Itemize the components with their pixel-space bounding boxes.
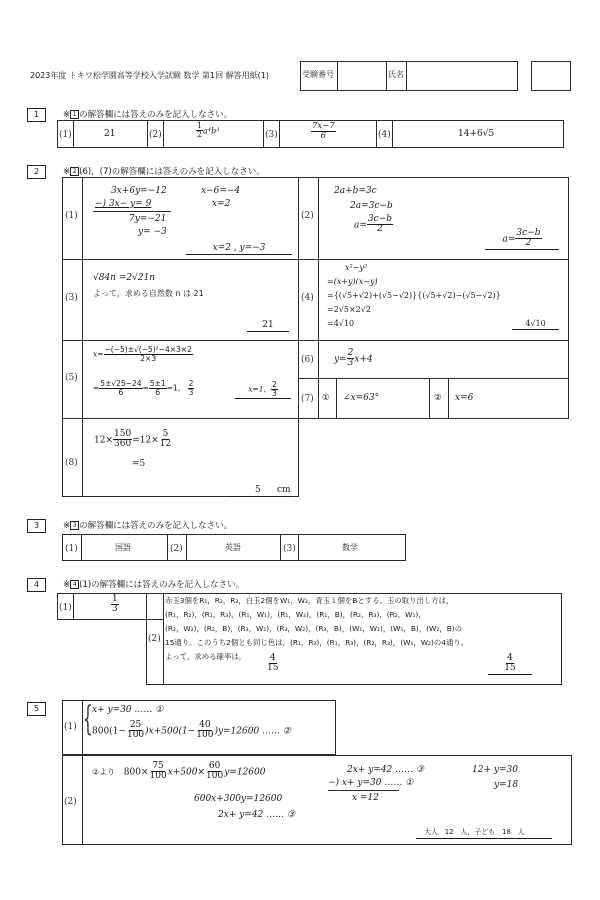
s1-label-1: (1) [59,130,72,140]
s2-q4-line-3: ={(√5+√2)+(√5−√2)}{(√5+√2)−(√5−√2)} [327,291,501,300]
s5-label-1: (1) [64,722,77,732]
s2-label-5: (5) [65,373,78,383]
s2-label-7: (7) [301,394,314,404]
s2-q1-line-1: 3x+6y=−12 [111,186,167,196]
s4-q2-line-4: 15通り。このうち2個とも同じ色は，(R₁，R₂)，(R₁，R₃)，(R₂，R₃)，(W₁，W₂)の4通り。 [165,638,469,647]
s2-q1-right-1: x−6=−4 [201,186,241,196]
s1-answer-2: $\frac{1}{2}$ a⁴b³ [197,121,220,140]
s2-q3-line-1: √84n =2√21n [93,273,156,283]
s2-q2-line-3: a= $\frac{3c-b}{2}$ [354,214,392,235]
s1-label-4: (4) [378,130,391,140]
s5-q2-mid-3: x =12 [352,793,379,803]
s3-label-3: (3) [283,544,296,554]
s4-q2-line-5: よって，求める確率は， [165,652,247,661]
s2-q5-line-2: = $\frac{5\pm√25-24}{6}$ = $\frac{5\pm 1}{6}$ =1， $\frac{2}{3}$ [93,379,194,397]
s2-q3-line-2: よって，求める自然数 n は 21 [93,289,204,298]
s2-q8-unit: cm [277,485,291,495]
s2-q2-answer: a= $\frac{3c-b}{2}$ [485,229,559,250]
s2-q1-line-3: 7y=−21 [129,214,167,224]
s2-q2-line-2: 2a=3c−b [350,201,393,211]
s2-label-8: (8) [65,458,78,468]
s4-q2-fraction: $\frac{4}{15}$ [267,653,279,674]
score-box[interactable] [531,61,571,91]
s2-label-2: (2) [301,211,314,221]
page-title: 2023年度 トキワ松学園高等学校入学試験 数学 第1回 解答用紙(1) [30,71,269,80]
s2-q8-line-2: =5 [132,459,146,469]
s2-q4-line-4: =2√5×2√2 [327,305,371,314]
s2-q7-answer-2: x=6 [455,393,474,403]
s2-q7-answer-1: ∠x=63° [343,393,380,403]
s4-label-2: (2) [148,634,161,644]
section-3-number: 3 [27,519,46,533]
section-1-number: 1 [27,108,46,122]
exam-number-label: 受験番号 [302,70,334,79]
s2-q8-line-1: 12× $\frac{150}{360}$ =12× $\frac{5}{12}$ [94,429,172,450]
s2-q1-right-2: x=2 [212,199,231,209]
s1-label-2: (2) [149,130,162,140]
s2-label-6: (6) [301,355,314,365]
s5-q2-answer: 大人 12 人，子ども 18 人 [424,828,525,836]
s2-q7-circle-1: ① [322,393,330,403]
s2-q8-answer: 5 [255,485,261,495]
s5-q1-eq-1: x+ y=30 …… ① [92,705,164,715]
s4-q2-line-2: (R₁，R₂)，(R₁，R₃)，(R₁，W₁)，(R₁，W₂)，(R₁，B)，(R₂，R₃)，(R₂，W₁)， [165,610,426,619]
s1-answer-4: 14+6√5 [458,129,495,139]
s5-q2-line-1: ②より 800× $\frac{75}{100}$ x+500× $\frac{60}{100}$ y=12600 [92,761,266,782]
s5-q2-mid-1: 2x+ y=42 …… ③ [347,765,425,775]
s1-answer-1: 21 [104,129,116,139]
section-2-note: ※ 2 (6)，(7)の解答欄には答えのみを記入しなさい。 [63,167,265,177]
s3-label-2: (2) [170,544,183,554]
exam-number-field[interactable] [338,62,385,90]
section-2-number: 2 [27,165,46,179]
s5-label-2: (2) [64,797,77,807]
s4-answer-1: $\frac{1}{3}$ [112,594,118,615]
s2-q4-line-2: =(x+y)(x−y) [327,277,378,286]
s3-answer-3: 数学 [342,543,358,552]
s4-q2-line-1: 赤玉3個をR₁，R₂，R₃，白玉2個をW₁，W₂，青玉１個をBとする。玉の取り出し方は， [165,596,454,605]
s5-q2-right-1: 12+ y=30 [472,765,518,775]
section-3-note: ※ 3 の解答欄には答えのみを記入しなさい。 [63,521,233,531]
s5-q2-right-2: y=18 [494,780,519,790]
s1-label-3: (3) [265,130,278,140]
s2-q4-line-1: x²−y² [345,263,368,272]
s1-answer-3: $\frac{7x-7}{6}$ [312,121,335,141]
s2-label-3: (3) [65,293,78,303]
s5-q2-line-3: 2x+ y=42 …… ③ [218,810,296,820]
s2-q5-answer: x=1， $\frac{2}{3}$ [235,381,291,399]
s2-q4-line-5: =4√10 [327,319,355,328]
s2-q2-line-1: 2a+b=3c [334,186,377,196]
name-label: 氏名 [388,70,404,79]
s2-q7-circle-2: ② [434,393,442,403]
brace-icon: { [83,699,93,739]
s2-q1-line-4: y= −3 [138,227,167,237]
s4-q2-answer: $\frac{4}{15}$ [488,654,532,675]
s5-q1-eq-2: 800(1− $\frac{25}{100}$ )x+500(1− $\frac{40}{100}$ )y=12600 …… ② [92,720,291,741]
s2-q5-line-1: x= $\frac{\text{−(−5)±√(−5)²−4×3×2}}{2\times 3}$ [93,345,192,363]
s2-label-4: (4) [301,293,314,303]
s2-q4-answer: 4√10 [512,320,559,330]
s5-q2-mid-2: −) x+ y=30 …… ① [328,778,414,788]
s2-q6-answer: y= $\frac{2}{3}$ x+4 [334,348,373,369]
name-field[interactable] [407,62,517,90]
s5-q2-line-2: 600x+300y=12600 [194,794,283,804]
s3-answer-2: 英語 [225,543,241,552]
s3-answer-1: 国語 [115,543,131,552]
s2-q1-answer: x=2 , y=−3 [186,244,292,255]
s4-label-1: (1) [59,603,72,613]
s2-q1-line-2: −) 3x− y= 9 [95,199,152,209]
s2-label-1: (1) [65,211,78,221]
section-4-number: 4 [27,578,46,592]
section-4-note: ※ 4 (1)の解答欄には答えのみを記入しなさい。 [63,580,245,590]
section-1-note: ※ 1 の解答欄には答えのみを記入しなさい。 [63,110,233,120]
s3-label-1: (1) [65,544,78,554]
section-5-number: 5 [27,702,46,716]
s4-q2-line-3: (R₂，W₂)，(R₂，B)，(R₃，W₁)，(R₃，W₂)，(R₃，B)，(W₁，W₂)，(W₁，B)，(W₂，B)の [165,624,463,633]
s2-q3-answer: 21 [247,321,289,332]
